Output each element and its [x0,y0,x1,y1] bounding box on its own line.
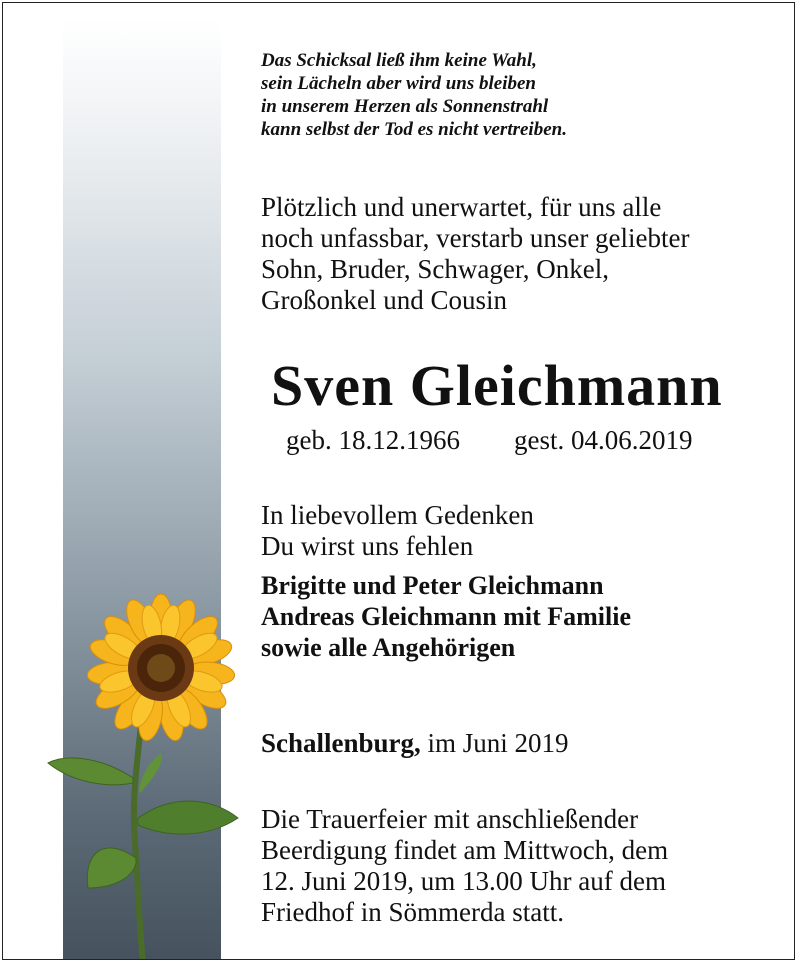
poem-line: Das Schicksal ließ ihm keine Wahl, [261,50,537,71]
mourners-list [261,570,631,663]
remembrance-text [261,500,534,562]
announcement-text [261,192,690,316]
funeral-line: 12. Juni 2019, um 13.00 Uhr auf dem [261,866,666,896]
sunflower-image [43,593,243,960]
remembrance-line: Du wirst uns fehlen [261,531,474,561]
funeral-line: Die Trauerfeier mit anschließender [261,804,639,834]
place-name: Schallenburg, [261,728,421,758]
poem-line: in unserem Herzen als Sonnenstrahl [261,96,549,117]
announcement-line: Großonkel und Cousin [261,285,507,315]
life-dates [286,425,692,456]
announcement-line: noch unfassbar, verstarb unser geliebter [261,223,690,253]
obituary-card [2,2,795,960]
mourner-line: sowie alle Angehörigen [261,633,516,662]
announcement-line: Sohn, Bruder, Schwager, Onkel, [261,254,610,284]
poem [261,49,567,141]
mourner-line: Andreas Gleichmann mit Familie [261,602,632,631]
poem-line: kann selbst der Tod es nicht vertreiben. [261,119,567,140]
death-date: gest. 04.06.2019 [513,425,693,455]
remembrance-line: In liebevollem Gedenken [261,500,534,530]
mourner-line: Brigitte und Peter Gleichmann [261,571,604,600]
place-date: im Juni 2019 [427,728,569,758]
funeral-line: Beerdigung findet am Mittwoch, dem [261,835,669,865]
funeral-info [261,804,668,928]
place-and-date [261,728,569,759]
funeral-line: Friedhof in Sömmerda statt. [261,897,564,927]
birth-date: geb. 18.12.1966 [286,425,460,455]
deceased-name: Sven Gleichmann [271,353,723,418]
announcement-line: Plötzlich und unerwartet, für uns alle [261,192,662,222]
poem-line: sein Lächeln aber wird uns bleiben [261,73,536,94]
